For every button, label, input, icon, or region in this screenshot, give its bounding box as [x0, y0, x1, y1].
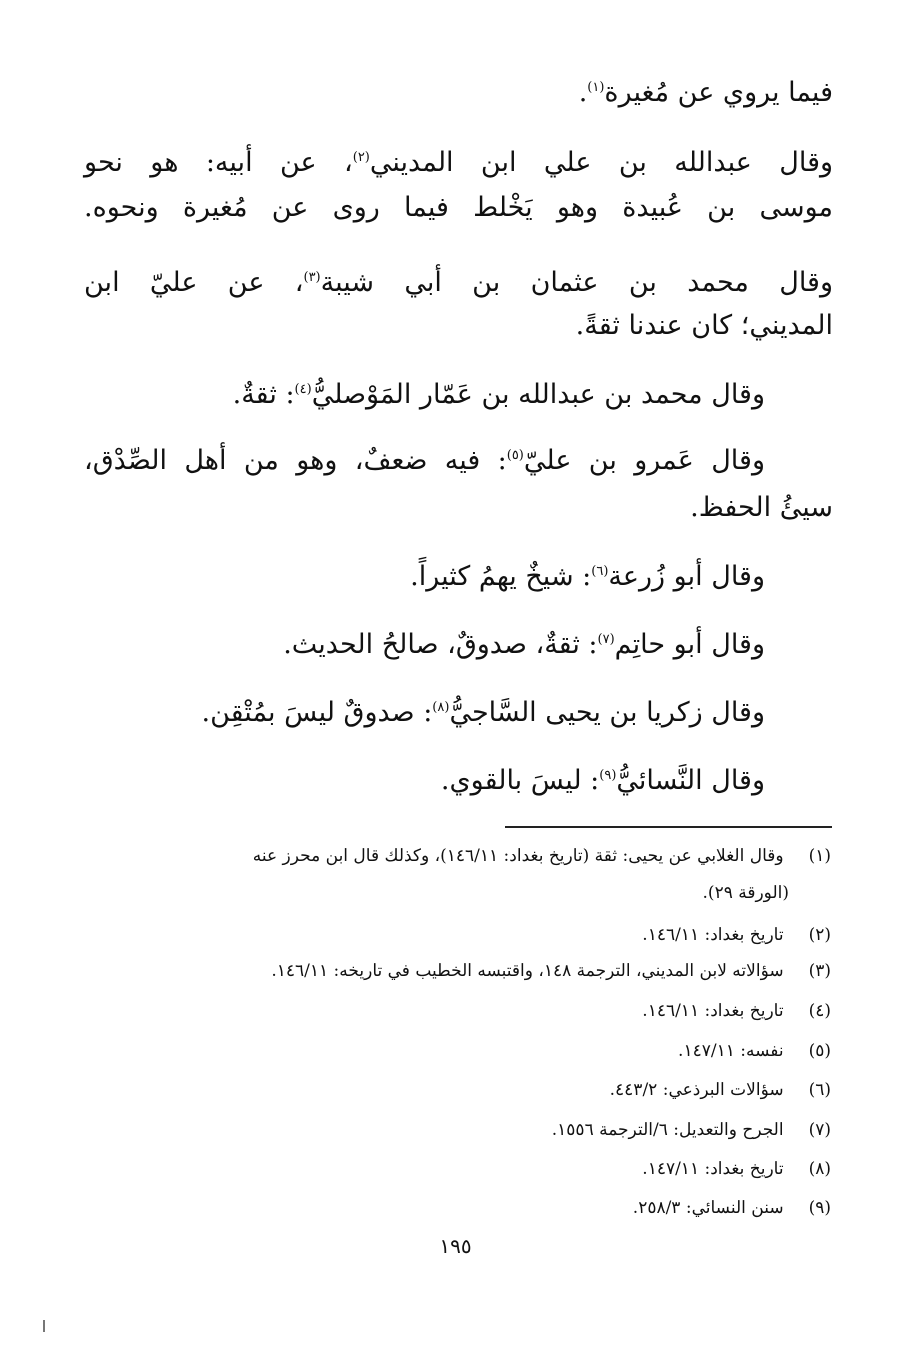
text-line	[576, 306, 833, 346]
footnote-separator	[505, 826, 832, 828]
footnote-marker: (٨)	[432, 700, 450, 715]
footnote-text: تاريخ بغداد: ١٤٦/١١.	[642, 1001, 784, 1021]
text-line	[84, 436, 765, 481]
text-segment: : ثقةٌ.	[232, 379, 295, 410]
footnote-marker: (٩)	[599, 768, 617, 783]
footnote-marker: (٤)	[294, 382, 312, 397]
footnote-number: (٣)	[808, 961, 831, 981]
footnote	[642, 998, 831, 1024]
footnote-number: (٤)	[808, 1001, 831, 1021]
footnote-text: سنن النسائي: ٢٥٨/٣.	[632, 1198, 784, 1218]
footnote	[552, 1117, 831, 1143]
footnote	[271, 958, 831, 984]
text-segment: : شيخٌ يهمُ كثيراً.	[410, 561, 592, 592]
footnote-marker: (٥)	[506, 448, 524, 463]
text-segment: وقال محمد بن عبدالله بن عَمّار المَوْصليُّ	[311, 379, 765, 410]
footnote	[610, 1077, 831, 1103]
footnote-number: (١)	[808, 846, 831, 866]
text-segment: وقال أبو زُرعة	[608, 561, 765, 592]
text-line	[410, 552, 765, 597]
footnote-number: (٥)	[808, 1041, 831, 1061]
footnote	[642, 1156, 831, 1182]
scan-mark	[43, 1320, 45, 1332]
text-segment: سيئُ الحفظ.	[690, 492, 833, 523]
footnote-continuation	[703, 880, 789, 906]
footnote-text: الجرح والتعديل: ٦/الترجمة ١٥٥٦.	[551, 1120, 784, 1140]
footnote-number: (٩)	[808, 1198, 831, 1218]
footnote-text: وقال الغلابي عن يحيى: ثقة (تاريخ بغداد: ١٤٦/١١)، وكذلك قال ابن محرز عنه	[252, 846, 784, 866]
text-segment: عن أبيه: هو نحو	[84, 147, 317, 178]
page-number: ١٩٥	[439, 1234, 472, 1258]
text-segment: ، عن عليّ ابن	[84, 267, 304, 298]
footnote	[642, 922, 831, 948]
text-segment: وقال عَمرو بن عليّ	[523, 445, 765, 476]
footnote-marker: (٢)	[352, 150, 370, 165]
footnote-marker: (٦)	[591, 564, 609, 579]
footnote	[678, 1038, 831, 1064]
text-line	[441, 756, 765, 801]
footnote-number: (٧)	[808, 1120, 831, 1140]
footnote-marker: (٧)	[597, 632, 615, 647]
text-segment: وقال عبدالله بن علي ابن المديني	[369, 147, 834, 178]
text-segment: موسى بن عُبيدة وهو يَخْلط فيما روى عن مُغيرة ونحوه.	[84, 192, 833, 223]
text-line	[233, 370, 765, 415]
text-segment: المديني؛ كان عندنا ثقةً.	[575, 310, 833, 341]
text-line	[84, 258, 833, 303]
footnote-text: سؤالات البرذعي: ٤٤٣/٢.	[609, 1080, 784, 1100]
text-segment: : ليسَ بالقوي.	[440, 765, 600, 796]
footnote-text: تاريخ بغداد: ١٤٦/١١.	[642, 925, 784, 945]
text-segment: وقال زكريا بن يحيى السَّاجيُّ	[449, 697, 765, 728]
footnote-marker: (١)	[587, 80, 605, 95]
text-line: وقال عبدالله بن علي ابن المديني$^{(٢)}$، عن أبيه: هو نحو	[84, 147, 834, 178]
footnote-text: تاريخ بغداد: ١٤٧/١١.	[642, 1159, 784, 1179]
text-line	[202, 688, 766, 733]
footnote-number: (٨)	[808, 1159, 831, 1179]
text-line	[84, 188, 833, 228]
text-segment: : صدوقٌ ليسَ بمُتْقِن.	[201, 697, 433, 728]
footnote-text: سؤالاته لابن المديني، الترجمة ١٤٨، واقتبسه الخطيب في تاريخه: ١٤٦/١١.	[271, 961, 784, 981]
footnote	[633, 1195, 831, 1221]
footnote-text: نفسه: ١٤٧/١١.	[678, 1041, 784, 1061]
text-line: فيما يروي عن مُغيرة$^{(١)}$.	[578, 77, 833, 108]
text-segment: : فيه ضعفٌ، وهو من أهل الصِّدْق،	[84, 445, 507, 476]
footnote-number: (٢)	[808, 925, 831, 945]
footnote-number: (٦)	[808, 1080, 831, 1100]
text-segment: وقال النَّسائيُّ	[616, 765, 765, 796]
text-segment: وقال أبو حاتِم	[614, 629, 765, 660]
text-line	[283, 620, 765, 665]
text-line	[690, 488, 833, 528]
text-segment: : ثقةٌ، صدوقٌ، صالحُ الحديث.	[283, 629, 598, 660]
footnote-marker: (٣)	[303, 270, 321, 285]
text-segment: فيما يروي عن مُغيرة	[604, 77, 833, 108]
footnote-text: (الورقة ٢٩).	[702, 883, 789, 903]
footnote	[253, 843, 831, 869]
text-segment: وقال محمد بن عثمان بن أبي شيبة	[320, 267, 834, 298]
